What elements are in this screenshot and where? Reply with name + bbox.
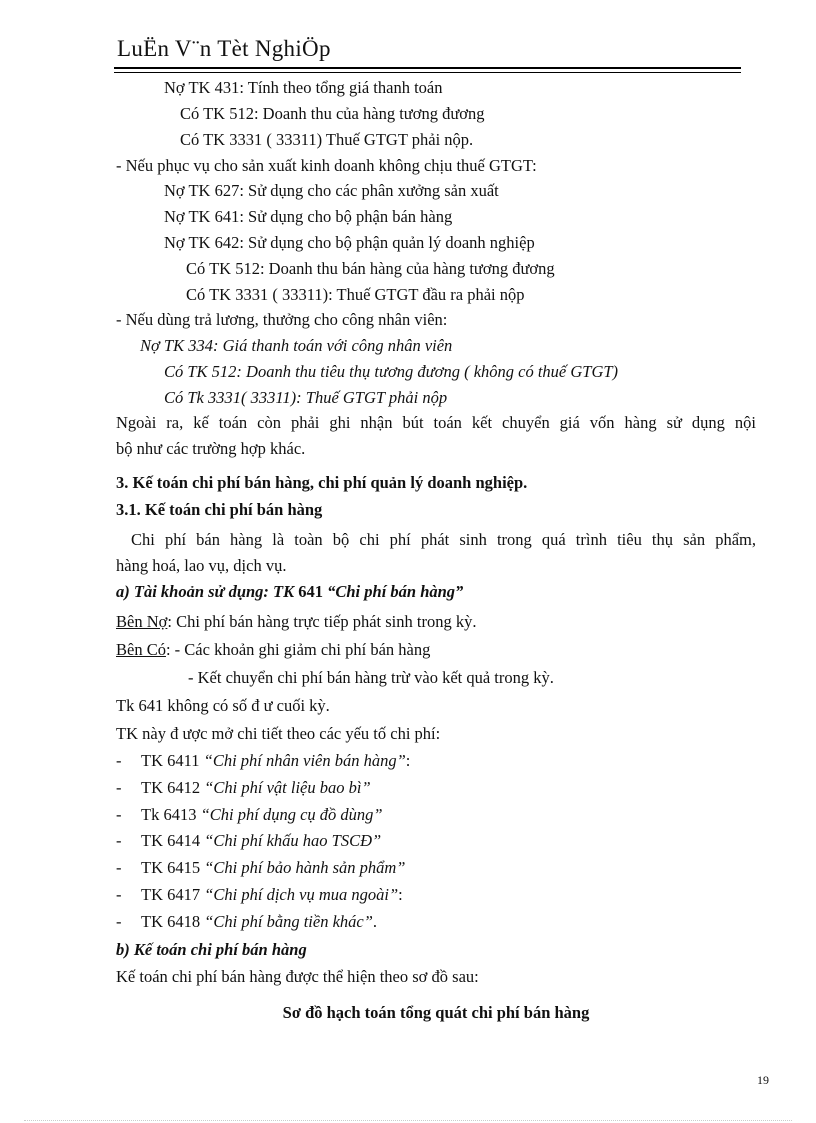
credit-label: Bên Có [116,640,166,659]
subheading-a-number: 641 [294,582,328,601]
credit-line-2: - Kết chuyển chi phí bán hàng trừ vào kết quả trong kỳ. [188,668,554,687]
entry-line: Có TK 3331 ( 33311): Thuế GTGT đầu ra phải nộp [186,285,525,304]
account-code: TK 6418 [141,911,205,931]
paragraph-line: hàng hoá, lao vụ, dịch vụ. [116,556,287,575]
entry-line: Nợ TK 431: Tính theo tổng giá thanh toán [164,78,443,97]
paragraph-line: Kế toán chi phí bán hàng được thể hiện theo sơ đồ sau: [116,967,479,986]
paragraph-line: bộ như các trường hợp khác. [116,439,306,458]
page-number: 19 [757,1073,769,1087]
list-dash: - [116,858,122,878]
entry-line: Có TK 512: Doanh thu bán hàng của hàng tương đương [186,259,555,278]
account-code: TK 6415 [141,858,205,878]
account-code: TK 6417 [141,885,205,904]
account-code: TK 6411 [141,751,204,770]
credit-line [116,640,430,660]
diagram-title: Sơ đồ hạch toán tổng quát chi phí bán hàng [282,1003,590,1022]
credit-text: : - Các khoản ghi giảm chi phí bán hàng [165,640,431,659]
subheading-b: b) Kế toán chi phí bán hàng [116,940,307,959]
subheading-a [116,582,463,602]
account-tail: : [398,885,403,904]
account-item [116,831,381,851]
account-item [116,912,377,932]
paragraph-line: Ngoài ra, kế toán còn phải ghi nhận bút toán kết chuyển giá vốn hàng sử dụng nội [116,413,756,432]
account-name: “Chi phí bằng tiền khác” [204,911,373,931]
entry-line: Có TK 512: Doanh thu tiêu thụ tương đương ( không có thuế GTGT) [164,362,619,381]
header-rule-thick [114,67,741,69]
account-tail: . [372,911,378,931]
header-rule-thin [114,72,741,73]
account-item [116,778,371,798]
list-dash: - [116,885,122,904]
section-heading: 3. Kế toán chi phí bán hàng, chi phí quản lý doanh nghiệp. [116,473,528,492]
entry-line: Nợ TK 641: Sử dụng cho bộ phận bán hàng [164,207,453,226]
list-dash: - [116,831,122,851]
debit-label: Bên Nợ [116,612,168,631]
entry-line: Nợ TK 627: Sử dụng cho các phân xưởng sản xuất [164,181,499,200]
bullet-line: - Nếu dùng trả lương, thưởng cho công nhân viên: [116,310,448,329]
entry-line: Có Tk 3331( 33311): Thuế GTGT phải nộp [164,388,448,407]
bullet-line: - Nếu phục vụ cho sản xuất kinh doanh không chịu thuế GTGT: [116,156,537,175]
footer-rule [24,1120,792,1121]
entry-line: Nợ TK 642: Sử dụng cho bộ phận quản lý doanh nghiệp [164,233,535,252]
list-dash: - [116,911,122,931]
subheading-a-prefix: a) Tài khoản sử dụng: TK [116,582,295,601]
list-dash: - [116,804,122,824]
account-name: “Chi phí nhân viên bán hàng” [203,751,406,770]
account-name: “Chi phí dịch vụ mua ngoài” [204,885,399,904]
account-tail: : [405,751,411,770]
entry-line: Có TK 512: Doanh thu của hàng tương đương [180,104,485,123]
account-item [116,751,410,771]
paragraph-line: Tk 641 không có số đ ư cuối kỳ. [116,696,330,715]
account-item [116,858,406,878]
account-name: “Chi phí bảo hành sản phẩm” [204,858,406,878]
list-dash: - [116,777,122,797]
subheading-a-title: “Chi phí bán hàng” [327,582,464,601]
paragraph-line: TK này đ ược mở chi tiết theo các yếu tố chi phí: [116,724,441,743]
list-dash: - [116,751,122,770]
subsection-heading: 3.1. Kế toán chi phí bán hàng [116,500,323,519]
paragraph-line: Chi phí bán hàng là toàn bộ chi phí phát sinh trong quá trình tiêu thụ sản phẩm, [131,530,756,549]
account-code: Tk 6413 [141,804,201,824]
debit-text: : Chi phí bán hàng trực tiếp phát sinh trong kỳ. [167,612,477,631]
account-name: “Chi phí dụng cụ đồ dùng” [200,804,383,824]
running-header: LuËn V¨n Tèt NghiÖp [117,36,331,61]
account-code: TK 6412 [141,777,205,797]
account-code: TK 6414 [141,831,205,851]
debit-line [116,612,476,632]
entry-line: Có TK 3331 ( 33311) Thuế GTGT phải nộp. [180,130,474,149]
account-name: “Chi phí vật liệu bao bì” [204,777,371,797]
account-name: “Chi phí khấu hao TSCĐ” [204,831,382,851]
entry-line: Nợ TK 334: Giá thanh toán với công nhân viên [140,336,453,355]
account-item [116,885,403,905]
account-item [116,805,383,825]
